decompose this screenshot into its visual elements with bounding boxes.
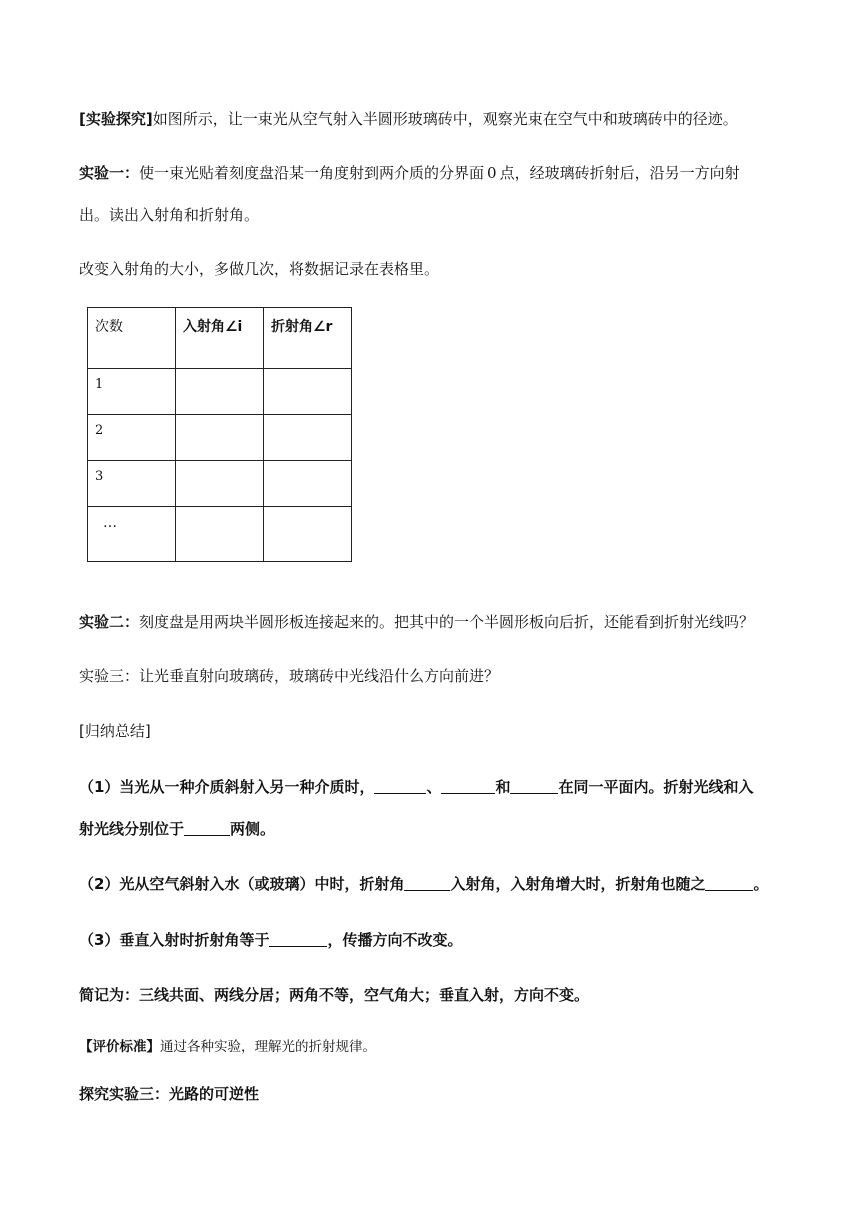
summary-p1-line-2 (79, 818, 275, 840)
answer-blank[interactable] (510, 779, 558, 794)
summary-p1-d: 两侧。 (230, 820, 276, 838)
table-cell-blank (176, 415, 264, 461)
table-cell-blank (264, 415, 352, 461)
summary-p2-line (79, 873, 768, 895)
answer-blank[interactable] (269, 932, 327, 947)
summary-p3-line (79, 929, 462, 951)
table-cell-blank (264, 461, 352, 507)
answer-blank[interactable] (374, 779, 426, 794)
exp1-line-2 (79, 204, 259, 226)
table-row (88, 461, 352, 507)
table-header-incidence: 入射角∠i (176, 308, 264, 369)
answer-blank[interactable] (404, 876, 450, 891)
exp1-text-a: 使一束光贴着刻度盘沿某一角度射到两介质的分界面 (139, 164, 485, 182)
table-row (88, 507, 352, 562)
exp3-text: 实验三：让光垂直射向玻璃砖，玻璃砖中光线沿什么方向前进？ (79, 667, 500, 685)
section3-title: 探究实验三：光路的可逆性 (79, 1085, 260, 1103)
table-row-number: 3 (88, 461, 176, 507)
evaluation-text: 通过各种实验，理解光的折射规律。 (160, 1039, 376, 1055)
intro-text: 如图所示，让一束光从空气射入半圆形玻璃砖中，观察光束在空气中和玻璃砖中的径迹。 (152, 110, 738, 128)
table-header-refraction: 折射角∠r (264, 308, 352, 369)
summary-p2-end: 。 (753, 875, 769, 893)
memo-text: 简记为：三线共面、两线分居；两角不等，空气角大；垂直入射，方向不变。 (79, 986, 590, 1004)
exp1-text-b: 点，经玻璃砖折射后，沿另一方向射 (499, 164, 740, 182)
answer-blank[interactable] (184, 821, 230, 836)
exp2-line (79, 611, 754, 633)
summary-p1-c: 射光线分别位于 (79, 820, 185, 838)
intro-tag: [实验探究] (79, 110, 153, 128)
evaluation-line (79, 1036, 376, 1058)
answer-blank[interactable] (705, 876, 753, 891)
table-row-number: 2 (88, 415, 176, 461)
table-row-ellipsis: … (88, 507, 176, 562)
exp1-point: 0 (487, 164, 497, 182)
summary-p2-b: 入射角，入射角增大时，折射角也随之 (450, 875, 706, 893)
table-cell-blank (176, 369, 264, 415)
table-header-row (88, 308, 352, 369)
summary-p3-a: （3）垂直入射时折射角等于 (79, 931, 270, 949)
table-header-count: 次数 (88, 308, 176, 369)
table-cell-blank (264, 369, 352, 415)
instruction-text: 改变入射角的大小，多做几次，将数据记录在表格里。 (79, 260, 440, 278)
summary-p3-b: ，传播方向不改变。 (327, 931, 463, 949)
summary-p1-b: 在同一平面内。折射光线和入 (558, 778, 754, 796)
table-cell-blank (176, 507, 264, 562)
data-table (87, 307, 352, 562)
summary-p1-a: （1）当光从一种介质斜射入另一种介质时， (79, 778, 375, 796)
summary-p1-line-1 (79, 776, 754, 798)
table-row-number: 1 (88, 369, 176, 415)
summary-p1-and: 和 (495, 778, 511, 796)
exp2-label: 实验二： (79, 613, 140, 631)
evaluation-tag: 【评价标准】 (79, 1039, 160, 1055)
summary-p1-sep: 、 (426, 778, 442, 796)
exp1-label: 实验一： (79, 164, 140, 182)
summary-title: [归纳总结] (79, 722, 151, 740)
exp1-text-c: 出。读出入射角和折射角。 (79, 206, 260, 224)
exp2-text: 刻度盘是用两块半圆形板连接起来的。把其中的一个半圆形板向后折，还能看到折射光线吗？ (139, 613, 755, 631)
intro-line (79, 108, 738, 130)
table-row (88, 369, 352, 415)
table-row (88, 415, 352, 461)
exp1-line-1 (79, 162, 740, 184)
summary-p2-a: （2）光从空气斜射入水（或玻璃）中时，折射角 (79, 875, 405, 893)
table-cell-blank (264, 507, 352, 562)
answer-blank[interactable] (441, 779, 495, 794)
table-cell-blank (176, 461, 264, 507)
